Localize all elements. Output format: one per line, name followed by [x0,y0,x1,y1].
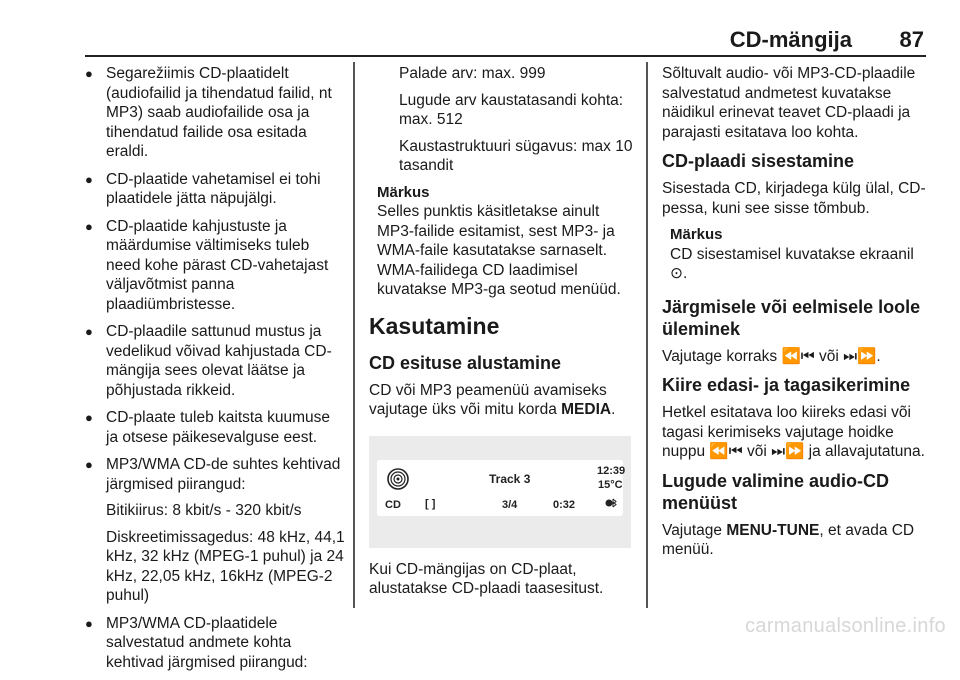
cd-display-illustration [369,436,631,548]
note-body: CD sisestamisel kuvatakse ekraanil ⊙. [670,245,914,282]
list-item: ● MP3/WMA CD-de suhtes kehtivad järgmised piirangud: Bitikiirus: 8 kbit/s - 320 kbit/s Diskreetimissagedus: 48 kHz, 44,1 kHz, 32 kHz (MPEG-1 puhul) ja 24 kHz, 22,05 kHz, 16kHz (MPEG-2 puhul) [85,455,345,606]
limit-item: Palade arv: max. 999 [399,65,546,82]
intro-text: Sõltuvalt audio- või MP3-CD-plaadile salvestatud andmetest kuvatakse näidikul erinevat teavet CD-plaadi ja parajasti esitatava loo kohta. [662,65,916,141]
media-button-label: MEDIA [561,401,612,418]
sub-item: Diskreetimissagedus: 48 kHz, 44,1 kHz, 32 kHz (MPEG-1 puhul) ja 24 kHz, 22,05 kHz, 16kHz (MPEG-2 puhul) [106,528,345,604]
source-label: CD [385,498,401,511]
list-item: ● CD-plaatide kahjustuste ja määrdumise vältimiseks tuleb need kohe pärast CD-vahetajast väljavõtmist panna plaadiümbristesse. [85,217,345,315]
page-number: 87 [899,27,924,52]
track-position: 3/4 [502,498,518,511]
bracket-indicator: [ ] [425,497,436,510]
note-title: Märkus [670,226,723,243]
sub-item: Bitikiirus: 8 kbit/s - 320 kbit/s [106,502,302,519]
column-1 [85,64,345,680]
subsection-heading: CD esituse alustamine [369,352,562,373]
cd-disc-icon [387,468,409,490]
page-title: CD-mängija [729,27,852,52]
menu-tune-button-label: MENU-TUNE [726,521,820,539]
list-item: ● CD-plaadile sattunud mustus ja vedelikud võivad kahjustada CD-mängija sees olevat läätse ja põhjustada rikkeid. [85,322,345,400]
subsection-heading: CD-plaadi sisestamine [662,151,855,171]
watermark: carmanualsonline.info [745,615,946,637]
menu-text: Vajutage MENU-TUNE, et avada CD menüü. [662,521,915,558]
column-divider [646,62,648,608]
note-body: Selles punktis käsitletakse ainult MP3-failide esitamist, sest MP3- ja WMA-faile kasutatakse sarnaselt. WMA-failidega CD laadimisel kuvatakse MP3-ga seotud menüüd. [377,203,621,298]
list-item: ● Segarežiimis CD-plaatidelt (audiofailid ja tihendatud failid, nt MP3) saab audiofailide osa ja tihendatud failide osa esitada eraldi. [85,64,345,162]
note-title: Märkus [377,183,430,201]
subsection-heading: Kiire edasi- ja tagasikerimine [662,375,911,395]
instruction-text: CD või MP3 peamenüü avamiseks vajutage üks või mitu korda MEDIA. [369,381,616,418]
disc-symbol-icon: ⊙ [670,265,683,282]
subsection-heading: Järgmisele või eelmisele loole üleminek [662,296,921,339]
section-heading: Kasutamine [369,312,500,339]
column-2 [369,64,633,606]
elapsed-time: 0:32 [553,498,576,511]
next-track-text: Vajutage korraks ⏪⏮ või ⏭⏩. [662,347,881,365]
limit-item: Kaustastruktuuri sügavus: max 10 tasandit [399,137,633,174]
bluetooth-icon [605,497,617,509]
page-header [0,0,960,52]
header-rule [85,55,926,57]
track-title: Track 3 [489,471,531,486]
list-item: ● MP3/WMA CD-plaatidele salvestatud andmete kohta kehtivad järgmised piirangud: [85,614,345,673]
column-divider [353,62,355,608]
list-item: ● CD-plaate tuleb kaitsta kuumuse ja otsese päikesevalguse eest. [85,408,345,447]
subsection-heading: Lugude valimine audio-CD menüüst [662,470,890,513]
temperature-readout: 15°C [598,478,623,491]
limit-item: Lugude arv kaustatasandi kohta: max. 512 [399,91,624,128]
clock-readout: 12:39 [597,464,626,477]
display-screen [377,460,626,516]
fast-forward-text: Hetkel esitatava loo kiireks edasi või tagasi kerimiseks vajutage hoidke nuppu ⏪⏮ või ⏭⏩ ja allavajutatuna. [662,404,925,460]
restrictions-list [85,64,345,672]
display-caption: Kui CD-mängijas on CD-plaat, alustatakse CD-plaadi taasesitust. [369,560,604,597]
list-item: ● CD-plaatide vahetamisel ei tohi plaatidele jätta näpujälgi. [85,170,345,209]
insert-text: Sisestada CD, kirjadega külg ülal, CD-pessa, kuni see sisse tõmbub. [662,180,926,217]
column-3 [662,64,930,567]
